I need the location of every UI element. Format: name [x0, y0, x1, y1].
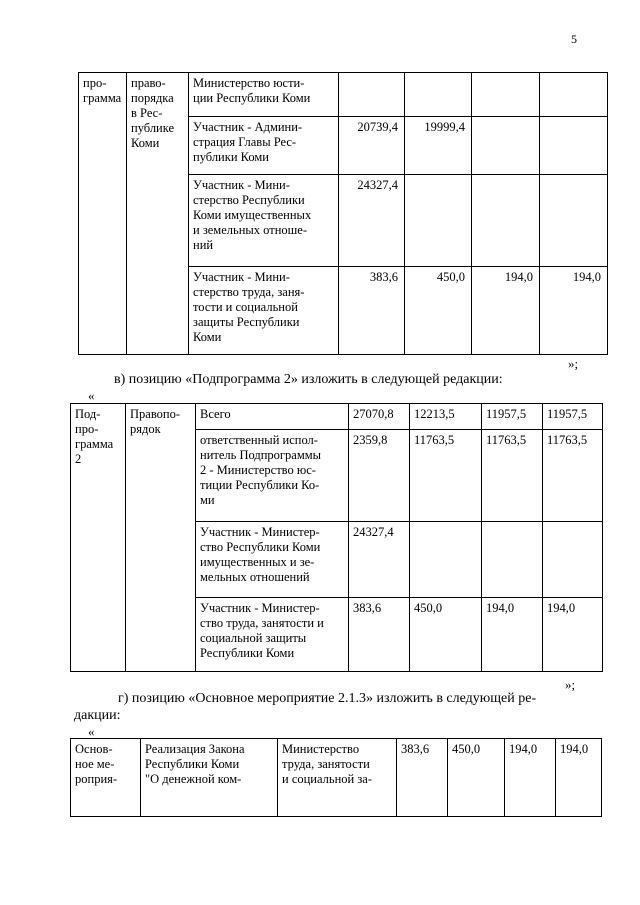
- subprogram-name-cell: право- порядка в Рес- публике Коми: [127, 73, 189, 355]
- executor-cell: Участник - Мини- стерство труда, заня- тости и социальной защиты Республики Коми: [189, 267, 339, 355]
- paragraph-g: г) позицию «Основное мероприятие 2.1.3» изложить в следующей ре- дакции:: [74, 691, 537, 723]
- value-cell: 383,6: [397, 739, 448, 817]
- value-cell: [405, 175, 472, 267]
- value-cell: [540, 117, 608, 175]
- value-cell: 20739,4: [339, 117, 405, 175]
- value-cell: 11957,5: [543, 404, 603, 430]
- value-cell: 194,0: [472, 267, 540, 355]
- value-cell: 383,6: [349, 598, 410, 672]
- value-cell: 27070,8: [349, 404, 410, 430]
- value-cell: 11957,5: [482, 404, 543, 430]
- closing-quote: »;: [565, 677, 576, 692]
- table-subprogram-2: [70, 403, 603, 672]
- executor-cell: Участник - Министер- ство труда, занятости и социальной защиты Республики Коми: [196, 598, 349, 672]
- value-cell: 12213,5: [410, 404, 482, 430]
- value-cell: 194,0: [543, 598, 603, 672]
- program-cell: про- грамма: [79, 73, 127, 355]
- value-cell: 11763,5: [482, 430, 543, 522]
- value-cell: [540, 175, 608, 267]
- executor-cell: Министерство труда, занятости и социальной за-: [278, 739, 397, 817]
- page-number: 5: [571, 32, 577, 46]
- activity-name-cell: Реализация Закона Республики Коми "О денежной ком-: [141, 739, 278, 817]
- value-cell: [410, 522, 482, 598]
- value-cell: [472, 175, 540, 267]
- value-cell: [543, 522, 603, 598]
- value-cell: 194,0: [556, 739, 602, 817]
- value-cell: [472, 117, 540, 175]
- value-cell: 24327,4: [349, 522, 410, 598]
- value-cell: [540, 73, 608, 117]
- value-cell: 194,0: [540, 267, 608, 355]
- value-cell: [339, 73, 405, 117]
- opening-quote: «: [88, 724, 95, 739]
- executor-cell: Участник - Мини- стерство Республики Коми имущественных и земельных отноше- ний: [189, 175, 339, 267]
- executor-cell: Участник - Министер- ство Республики Коми имущественных и зе- мельных отношений: [196, 522, 349, 598]
- subprogram-name-cell: Правопо- рядок: [126, 404, 196, 672]
- executor-cell: Всего: [196, 404, 349, 430]
- value-cell: 450,0: [405, 267, 472, 355]
- closing-quote: »;: [568, 356, 579, 371]
- value-cell: 194,0: [505, 739, 556, 817]
- value-cell: 450,0: [448, 739, 505, 817]
- value-cell: 11763,5: [410, 430, 482, 522]
- value-cell: [405, 73, 472, 117]
- executor-cell: ответственный испол- нитель Подпрограммы 2 - Министерство юс- тиции Республики Ко- ми: [196, 430, 349, 522]
- paragraph-v: в) позицию «Подпрограмма 2» изложить в следующей редакции:: [114, 372, 503, 387]
- value-cell: 24327,4: [339, 175, 405, 267]
- value-cell: [482, 522, 543, 598]
- value-cell: 194,0: [482, 598, 543, 672]
- subprogram-cell: Под- про- грамма 2: [71, 404, 126, 672]
- value-cell: 19999,4: [405, 117, 472, 175]
- value-cell: 11763,5: [543, 430, 603, 522]
- value-cell: 2359,8: [349, 430, 410, 522]
- value-cell: 383,6: [339, 267, 405, 355]
- activity-cell: Основ- ное ме- роприя-: [71, 739, 141, 817]
- value-cell: [472, 73, 540, 117]
- value-cell: 450,0: [410, 598, 482, 672]
- opening-quote: «: [88, 388, 95, 403]
- executor-cell: Министерство юсти- ции Республики Коми: [189, 73, 339, 117]
- table-main-activity: [70, 738, 602, 817]
- executor-cell: Участник - Админи- страция Главы Рес- публики Коми: [189, 117, 339, 175]
- table-program-continuation: [78, 72, 608, 355]
